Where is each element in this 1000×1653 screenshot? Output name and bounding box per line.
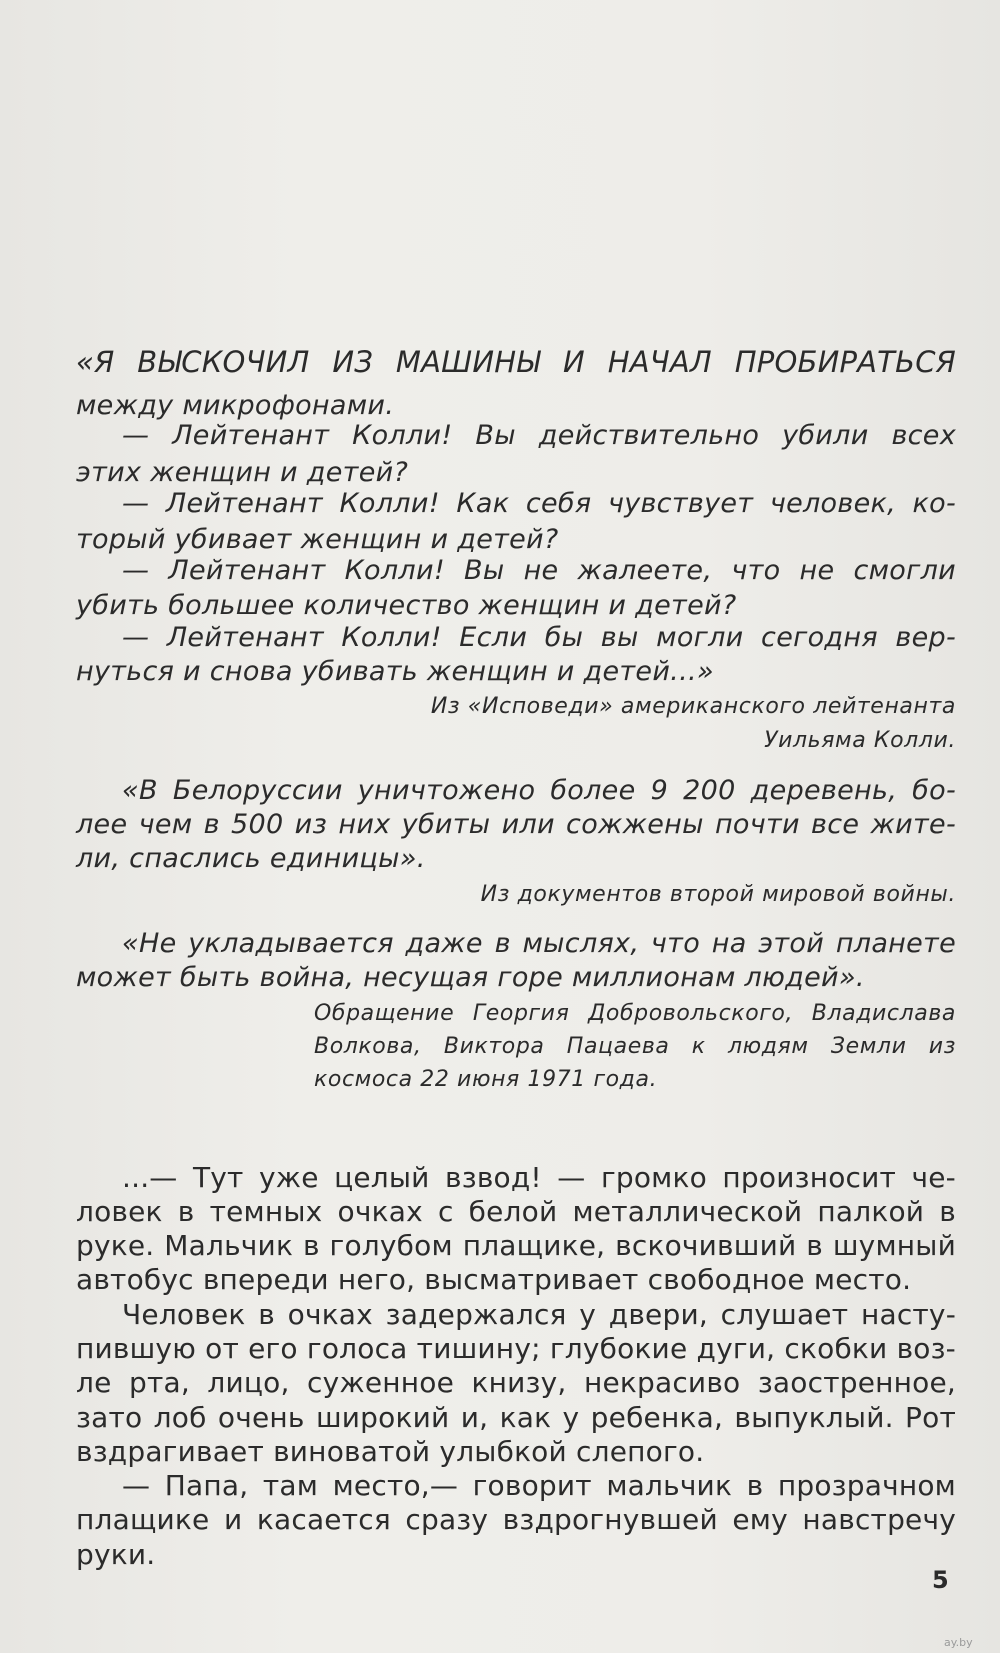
body-line: автобус впереди него, высматривает свободное место. (76, 1263, 912, 1296)
epigraph1-line: — Лейтенант Колли! Вы не жалеете, что не смогли (122, 555, 956, 586)
epigraph1-source: Из «Исповеди» американского лейтенанта (430, 694, 956, 719)
epigraph2-line: лее чем в 500 из них убиты или сожжены почти все жите- (76, 809, 956, 840)
body-line: руке. Мальчик в голубом плащике, вскочивший в шумный (76, 1229, 956, 1262)
body-line: Человек в очках задержался у двери, слушает насту- (122, 1298, 956, 1331)
epigraph3-source: Волкова, Виктора Пацаева к людям Земли из (314, 1034, 956, 1059)
body-line: зато лоб очень широкий и, как у ребенка, выпуклый. Рот (76, 1401, 956, 1434)
watermark: ay.by (944, 1636, 973, 1649)
page-number: 5 (932, 1566, 949, 1594)
body-line: руки. (76, 1538, 156, 1571)
body-line: вздрагивает виноватой улыбкой слепого. (76, 1435, 705, 1468)
body-line: ле рта, лицо, суженное книзу, некрасиво заостренное, (76, 1366, 956, 1399)
epigraph1-line: убить большее количество женщин и детей? (76, 590, 737, 621)
body-line: ловек в темных очках с белой металлической палкой в (76, 1195, 956, 1228)
epigraph1-line: нуться и снова убивать женщин и детей...» (76, 656, 714, 687)
epigraph1-line: — Лейтенант Колли! Как себя чувствует человек, ко- (122, 488, 956, 519)
epigraph2-line: «В Белоруссии уничтожено более 9 200 деревень, бо- (122, 775, 956, 806)
epigraph1-line: «Я ВЫСКОЧИЛ ИЗ МАШИНЫ И НАЧАЛ ПРОБИРАТЬСЯ (76, 345, 956, 379)
epigraph1-line: торый убивает женщин и детей? (76, 524, 559, 555)
epigraph1-line: между микрофонами. (76, 390, 395, 421)
epigraph1-line: — Лейтенант Колли! Если бы вы могли сегодня вер- (122, 622, 956, 653)
epigraph1-line: этих женщин и детей? (76, 457, 409, 488)
epigraph3-line: может быть война, несущая горе миллионам людей». (76, 962, 865, 993)
body-line: плащике и касается сразу вздрогнувшей ему навстречу (76, 1503, 956, 1536)
epigraph3-line: «Не укладывается даже в мыслях, что на этой планете (122, 928, 956, 959)
epigraph1-source: Уильяма Колли. (764, 728, 956, 753)
epigraph1-line: — Лейтенант Колли! Вы действительно убили всех (122, 420, 956, 451)
epigraph3-source: космоса 22 июня 1971 года. (314, 1067, 658, 1092)
epigraph2-source: Из документов второй мировой войны. (480, 882, 956, 907)
body-line: ...— Тут уже целый взвод! — громко произносит че- (122, 1161, 956, 1194)
epigraph2-line: ли, спаслись единицы». (76, 843, 426, 874)
epigraph3-source: Обращение Георгия Добровольского, Владислава (314, 1001, 956, 1026)
body-line: пившую от его голоса тишину; глубокие дуги, скобки воз- (76, 1332, 956, 1365)
body-line: — Папа, там место,— говорит мальчик в прозрачном (122, 1469, 956, 1502)
